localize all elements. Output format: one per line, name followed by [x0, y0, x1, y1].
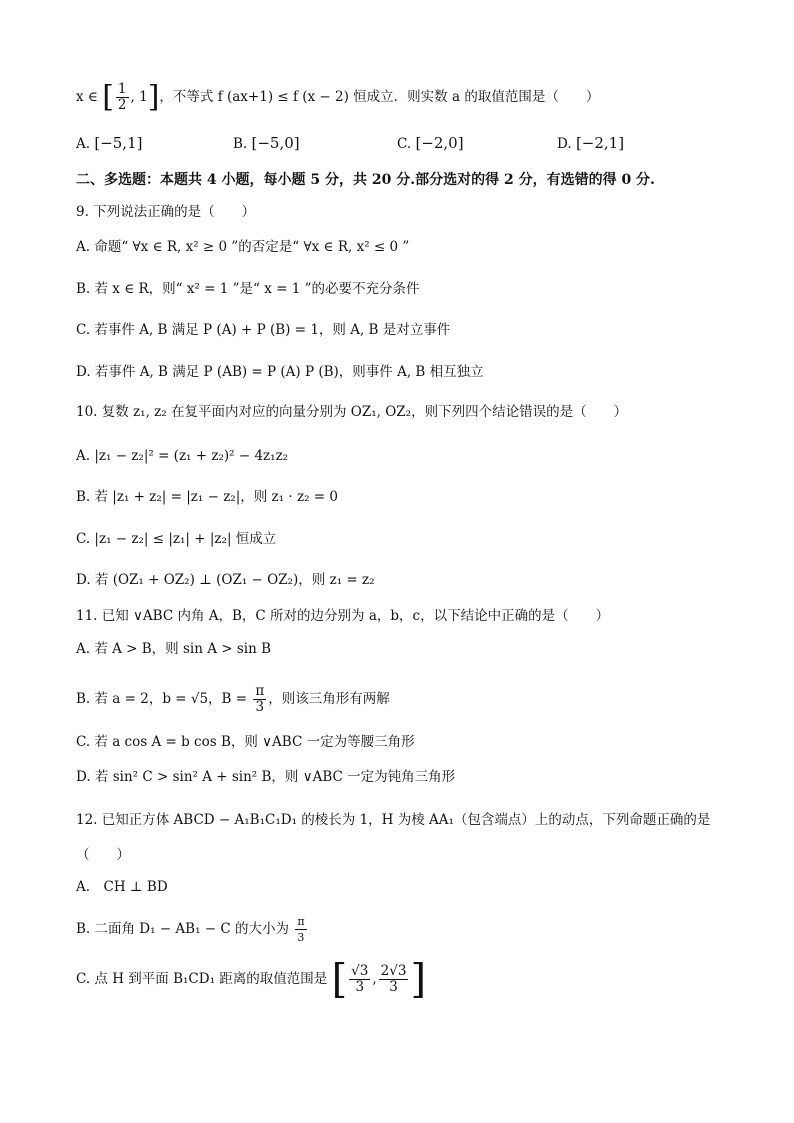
q11-b-prefix: B. 若 a = 2，b = √5，B =: [76, 691, 252, 707]
q9-option-c: C. 若事件 A, B 满足 P (A) + P (B) = 1，则 A, B 是对立事件: [76, 322, 451, 338]
q11-option-d: D. 若 sin² C > sin² A + sin² B，则 ∨ABC 一定为钝角三角形: [76, 769, 456, 785]
q12-c-fraction-2: [379, 964, 409, 995]
q9-option-a: A. 命题“ ∀x ∈ R, x² ≥ 0 ”的否定是“ ∀x ∈ R, x² ≤ 0 ”: [76, 239, 410, 255]
q8-stem: [76, 79, 600, 115]
q10-option-c: C. |z₁ − z₂| ≤ |z₁| + |z₂| 恒成立: [76, 531, 277, 547]
q8-option-c: [397, 134, 464, 152]
frac-num: √3: [351, 963, 369, 979]
frac-num: π: [297, 915, 305, 928]
q8-stem-suffix: ，不等式 f (ax+1) ≤ f (x − 2) 恒成立．则实数 a 的取值范围是（ ）: [159, 89, 600, 105]
section-title: 二、多选题：本题共 4 小题，每小题 5 分，共 20 分.部分选对的得 2 分，有选错的得 0 分.: [76, 172, 655, 188]
q10-stem: 10. 复数 z₁, z₂ 在复平面内对应的向量分别为 OZ₁, OZ₂，则下列四个结论错误的是（ ）: [76, 404, 628, 420]
frac-den: 3: [389, 979, 398, 995]
option-label: C.: [397, 136, 412, 152]
option-text: [−2,0]: [415, 134, 464, 152]
right-bracket: ]: [147, 79, 160, 115]
option-label: D.: [557, 136, 572, 152]
q8-option-b: [233, 134, 300, 152]
option-text: [−5,0]: [251, 134, 300, 152]
left-bracket: [: [102, 79, 114, 115]
q8-frac-num: 1: [117, 81, 127, 97]
option-label: A.: [76, 136, 91, 152]
q10-option-b: B. 若 |z₁ + z₂| = |z₁ − z₂|，则 z₁ · z₂ = 0: [76, 489, 338, 505]
q10-option-d: D. 若 (OZ₁ + OZ₂) ⊥ (OZ₁ − OZ₂)，则 z₁ = z₂: [76, 572, 375, 588]
q11-option-a: A. 若 A > B，则 sin A > sin B: [76, 641, 272, 657]
q8-stem-mid: , 1: [130, 89, 148, 105]
q12-stem-paren: （ ）: [76, 847, 130, 863]
q8-option-d: [557, 134, 624, 152]
right-bracket: ]: [410, 956, 427, 1003]
q11-option-c: C. 若 a cos A = b cos B，则 ∨ABC 一定为等腰三角形: [76, 734, 415, 750]
q11-b-fraction: [253, 684, 266, 715]
frac-den: 3: [255, 699, 265, 715]
q12-c-fraction-1: [349, 964, 370, 995]
q9-stem: 9. 下列说法正确的是（ ）: [76, 204, 256, 220]
q10-option-a: A. |z₁ − z₂|² = (z₁ + z₂)² − 4z₁z₂: [76, 448, 289, 464]
q12-b-prefix: B. 二面角 D₁ − AB₁ − C 的大小为: [76, 921, 294, 937]
q12-option-b: [76, 914, 309, 945]
q12-option-c: [76, 956, 427, 1003]
q12-b-fraction: [295, 914, 306, 945]
q11-option-b: [76, 684, 390, 715]
comma: ,: [372, 971, 377, 987]
q11-stem: 11. 已知 ∨ABC 内角 A，B，C 所对的边分别为 a，b，c，以下结论中正确的是（ ）: [76, 608, 610, 624]
q9-option-d: D. 若事件 A, B 满足 P (AB) = P (A) P (B)，则事件 A, B 相互独立: [76, 364, 484, 380]
left-bracket: [: [331, 956, 348, 1003]
frac-num: 2√3: [380, 963, 407, 979]
frac-den: 3: [297, 931, 305, 944]
option-label: B.: [233, 136, 248, 152]
q9-option-b: B. 若 x ∈ R，则“ x² = 1 ”是“ x = 1 ”的必要不充分条件: [76, 281, 420, 297]
q8-fraction: [116, 82, 129, 113]
q12-stem: 12. 已知正方体 ABCD − A₁B₁C₁D₁ 的棱长为 1，H 为棱 AA₁（包含端点）上的动点，下列命题正确的是: [76, 812, 711, 828]
q12-c-prefix: C. 点 H 到平面 B₁CD₁ 距离的取值范围是: [76, 971, 332, 987]
q12-option-a: A. CH ⊥ BD: [76, 879, 168, 895]
q8-option-a: [76, 134, 142, 152]
frac-num: π: [255, 683, 265, 699]
q11-b-suffix: ，则该三角形有两解: [268, 691, 390, 707]
frac-den: 3: [355, 979, 365, 995]
option-text: [−5,1]: [94, 134, 143, 152]
q8-frac-den: 2: [117, 97, 127, 113]
option-text: [−2,1]: [575, 134, 625, 152]
q8-stem-prefix: x ∈: [76, 89, 103, 105]
